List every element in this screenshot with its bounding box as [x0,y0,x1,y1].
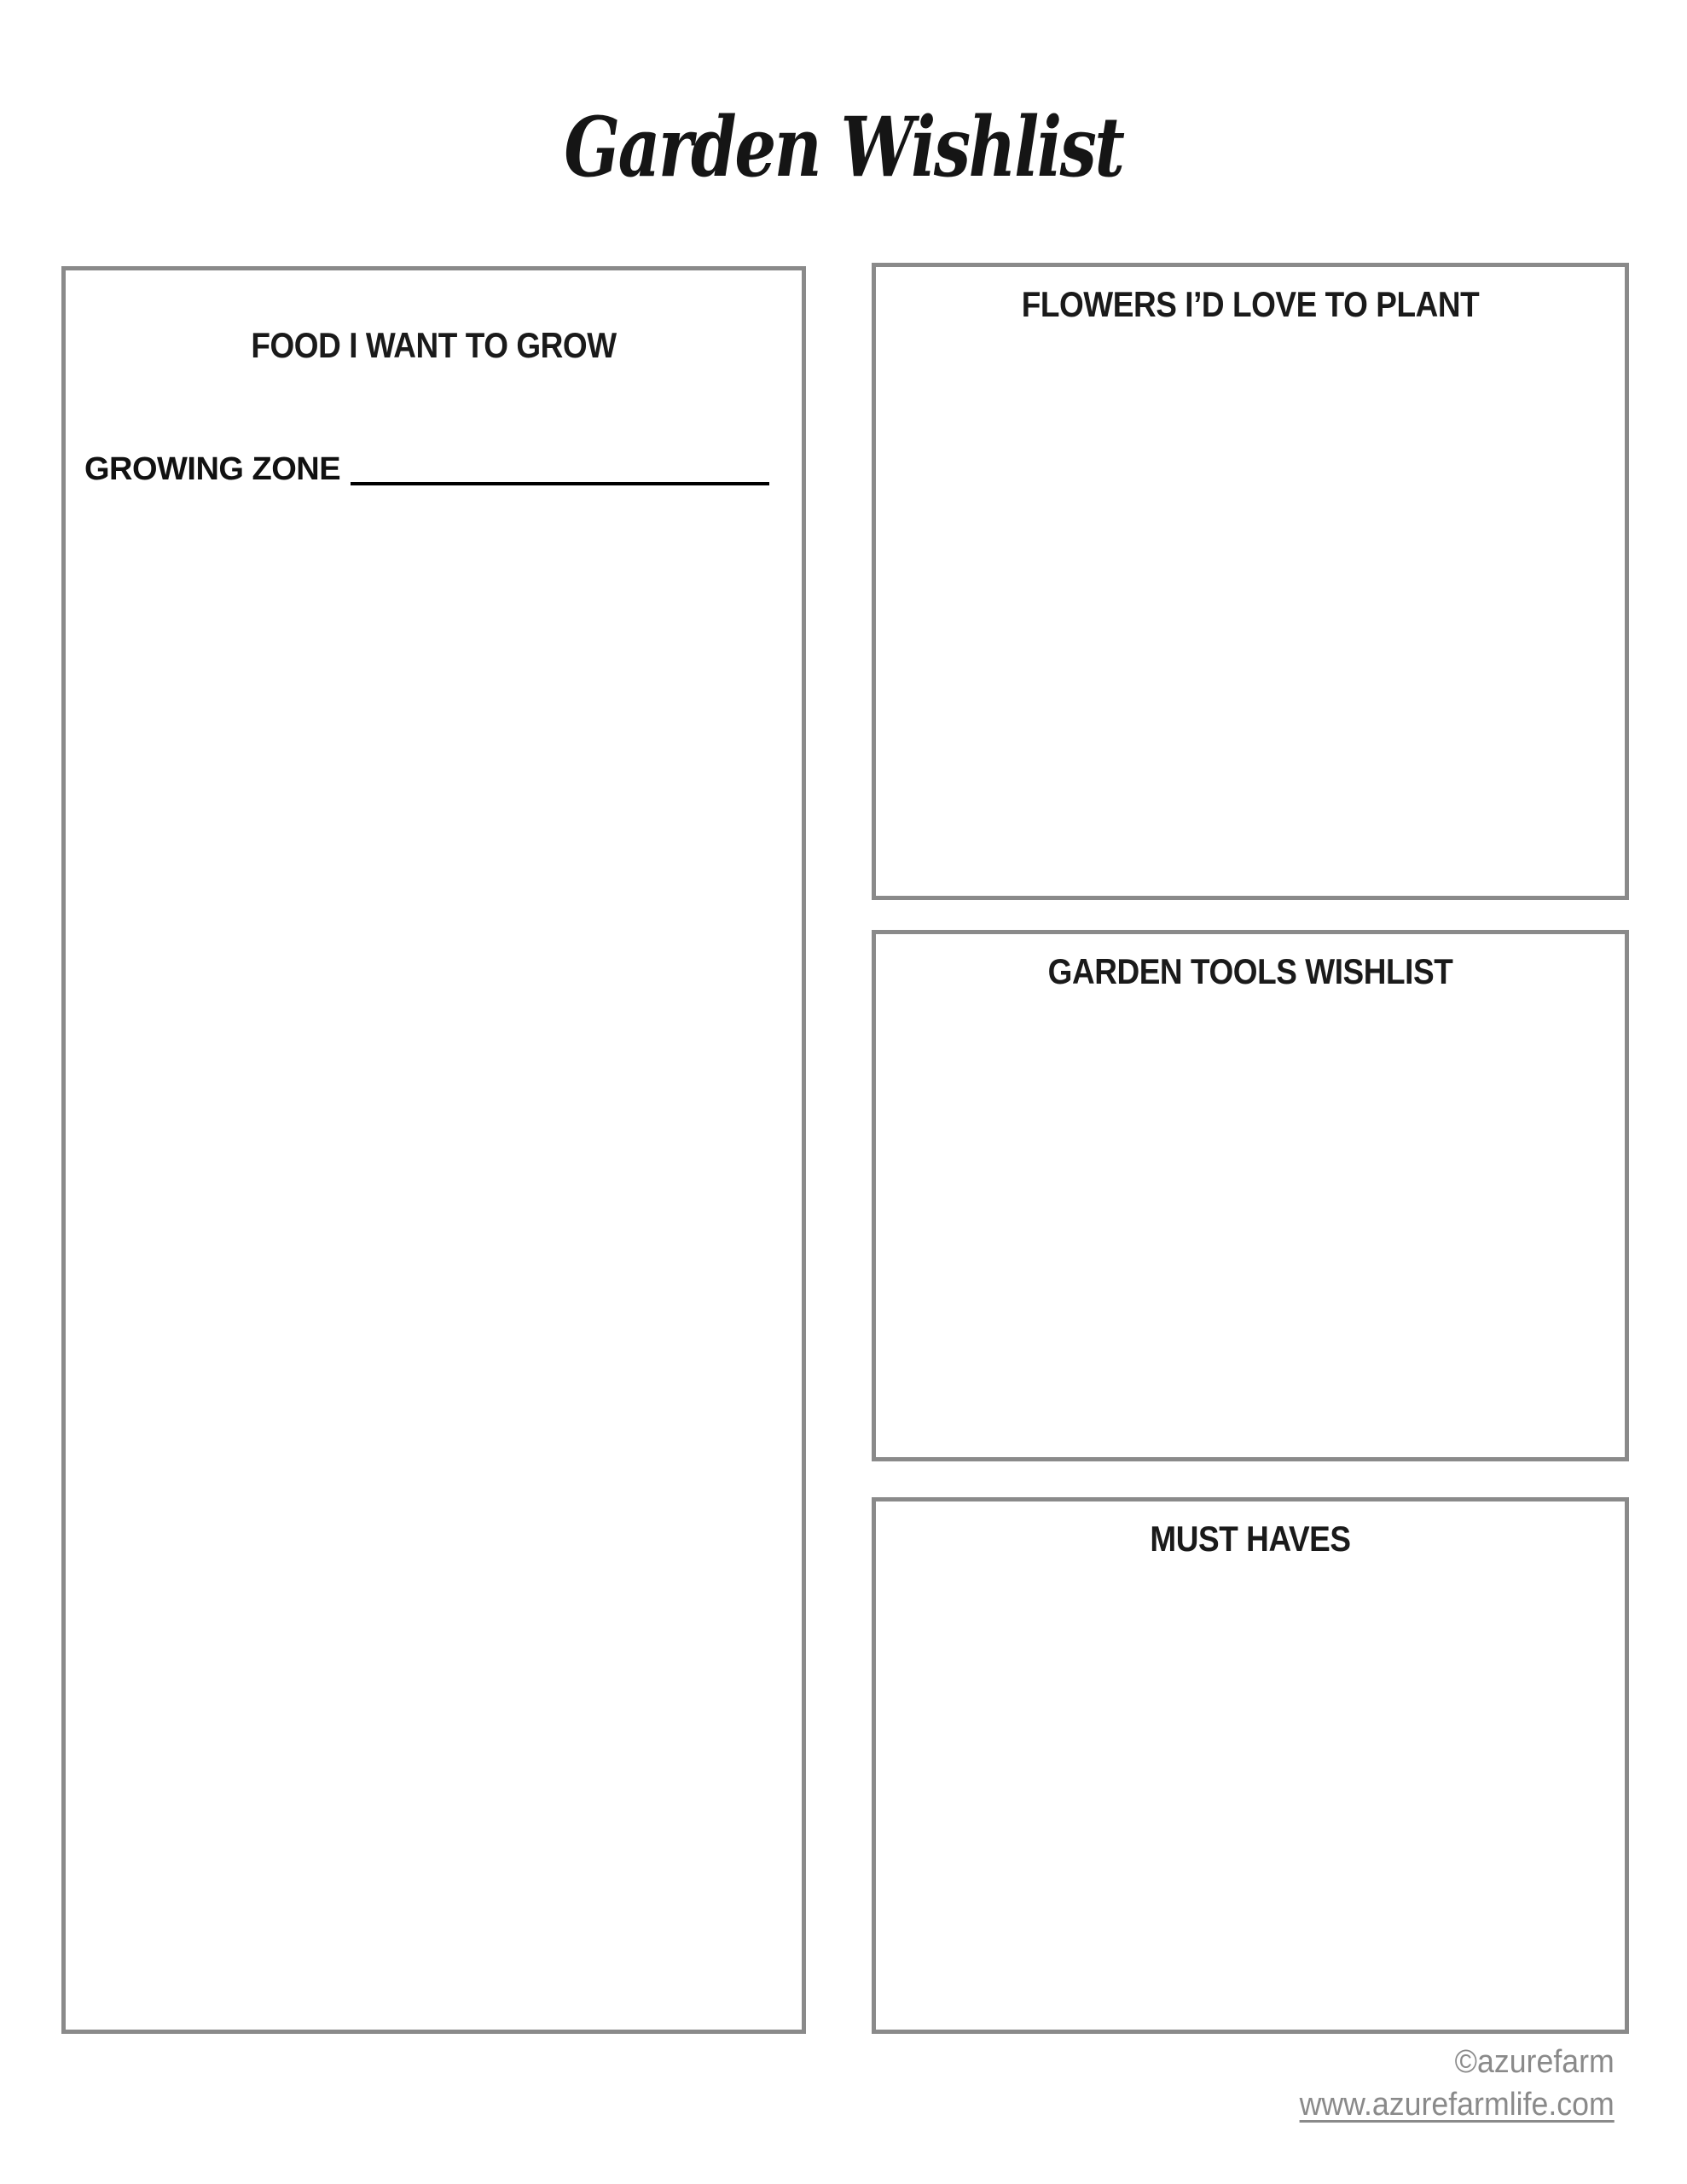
page-title: Garden Wishlist [564,99,1123,196]
garden-tools-panel-writing-area [876,1011,1625,1457]
growing-zone-blank-line [351,482,769,485]
growing-zone-label: GROWING ZONE [84,451,341,487]
flowers-panel-heading: FLOWERS I’D LOVE TO PLANT [1021,284,1480,324]
flowers-panel [872,263,1629,900]
food-panel-writing-area [66,526,802,2030]
must-haves-panel-writing-area [876,1578,1625,2030]
garden-tools-panel-heading: GARDEN TOOLS WISHLIST [1047,951,1453,991]
garden-tools-panel [872,930,1629,1461]
website-link[interactable]: www.azurefarmlife.com [1299,2087,1615,2123]
copyright-text: ©azurefarm [1454,2044,1615,2080]
flowers-panel-writing-area [876,344,1625,896]
food-panel [61,266,806,2034]
food-panel-heading: FOOD I WANT TO GROW [251,325,617,365]
footer [1300,2041,1615,2126]
growing-zone-row [84,451,769,488]
must-haves-panel-heading: MUST HAVES [1150,1519,1351,1559]
must-haves-panel [872,1497,1629,2034]
